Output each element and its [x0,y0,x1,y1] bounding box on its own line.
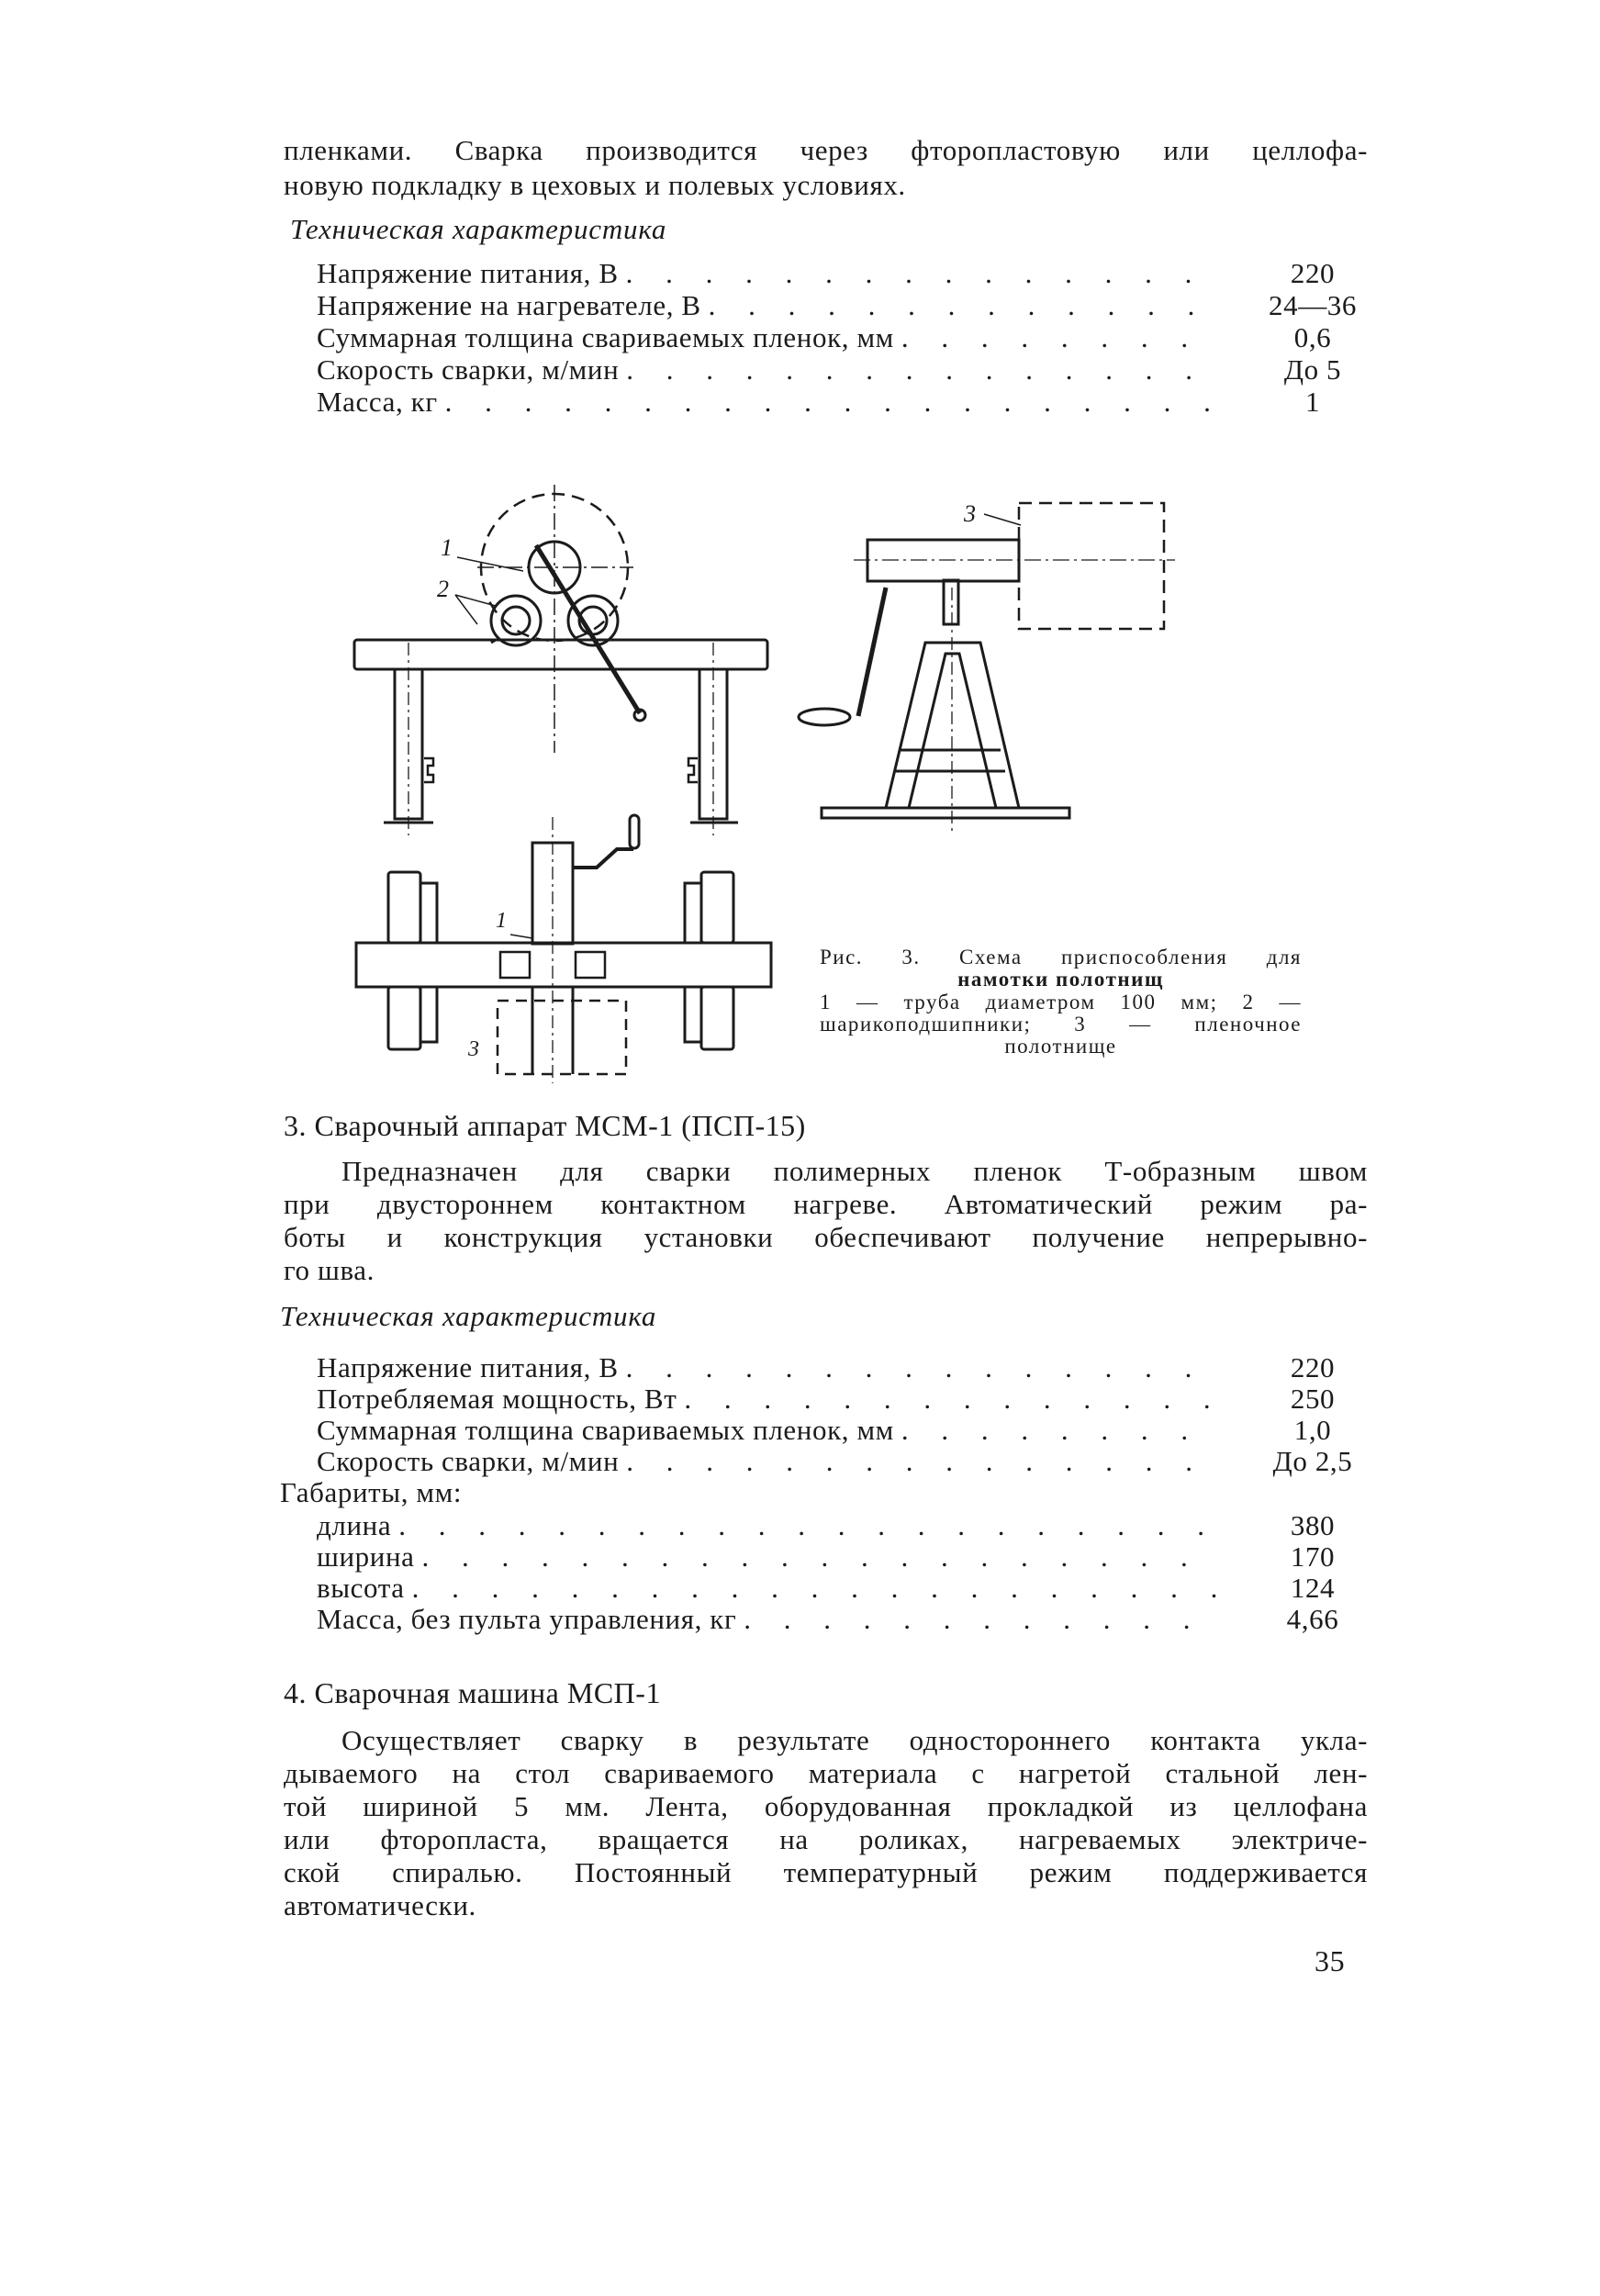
paragraph-line: или фторопласта, вращается на роликах, нагреваемых электриче- [284,1823,1368,1855]
spec-label: Масса, кг [317,386,438,418]
spec-row [317,1383,1368,1416]
label-3: 3 [964,500,976,527]
spec-value: 170 [1290,1540,1336,1573]
spec-label: Скорость сварки, м/мин [317,1445,620,1477]
spec-value: 220 [1290,1351,1336,1383]
bearing-left [491,596,541,645]
caption-legend: 1 — труба диаметром 100 мм; 2 — [820,991,1302,1014]
paragraph-line: при двустороннем контактном нагреве. Автоматический режим ра- [284,1188,1368,1220]
spec-heading: Техническая характеристика [280,1300,657,1332]
caption-title: намотки полотнищ [957,968,1164,991]
spec-value: До 2,5 [1272,1445,1353,1477]
spec-row [317,1414,1368,1447]
dot-leader [422,1540,1222,1574]
paragraph-line: ской спиралью. Постоянный температурный режим поддерживается [284,1856,1368,1888]
crank-handle-top [573,849,633,868]
film-roll-dashed [1019,503,1164,629]
paragraph-line: той шириной 5 мм. Лента, оборудованная прокладкой из целлофана [284,1790,1368,1822]
dot-leader [626,1351,1221,1384]
paragraph-line: автоматически. [284,1889,476,1921]
spec-value: 220 [1290,257,1336,289]
spec-value: 24—36 [1269,289,1357,321]
spec-value: 0,6 [1293,321,1332,353]
label-1: 1 [441,534,453,561]
crank-handle [799,709,850,725]
front-view-drawing [354,485,767,835]
table-top [354,640,767,669]
spec-value: До 5 [1283,353,1342,386]
spec-value: 250 [1290,1383,1336,1415]
dot-leader [626,1445,1221,1478]
spec-label: Суммарная толщина свариваемых пленок, мм [317,321,894,353]
crank-lever [536,545,640,713]
caption-legend: шарикоподшипники; 3 — пленочное [820,1013,1302,1036]
spec-label: длина [317,1509,392,1541]
caption-title: Рис. 3. Схема приспособления для [820,946,1302,969]
figure-winding-device [0,0,1600,1102]
film-dashed [498,1001,626,1074]
top-view-drawing [356,815,771,1083]
section-heading: 3. Сварочный аппарат МСМ-1 (ПСП-15) [284,1109,806,1142]
label-1-top: 1 [496,909,507,933]
spec-value: 1,0 [1293,1414,1332,1446]
label-3-top: 3 [468,1037,479,1061]
paragraph-line: дываемого на стол свариваемого материала с нагретой стальной лен- [284,1757,1368,1789]
spec-value: 4,66 [1286,1603,1339,1635]
paragraph-line: Предназначен для сварки полимерных пленок Т-образным швом [341,1155,1368,1187]
paragraph-line: го шва. [284,1254,375,1286]
spec-label: Потребляемая мощность, Вт [317,1383,677,1415]
spec-label: Масса, без пульта управления, кг [317,1603,737,1635]
section-heading: 4. Сварочная машина МСП-1 [284,1676,661,1709]
spec-label: Скорость сварки, м/мин [317,353,620,386]
wheel-right-top [701,872,733,943]
dimensions-label: Габариты, мм: [280,1476,463,1508]
spec-label: Напряжение питания, В [317,257,619,289]
axle-bar [356,943,771,987]
page-number: 35 [1315,1944,1346,1977]
label-2: 2 [437,576,449,602]
spec-label: Напряжение питания, В [317,1351,619,1383]
spec-row [317,1509,1368,1542]
paragraph-line: Осуществляет сварку в результате одностороннего контакта укла- [341,1724,1368,1756]
spec-value: 124 [1290,1572,1336,1604]
wheel-right-bottom [701,987,733,1049]
caption-legend: полотнище [1004,1035,1117,1058]
wheel-left-top [388,872,420,943]
spec-row [317,1540,1368,1574]
spec-row [317,1572,1368,1605]
dot-leader [744,1603,1221,1636]
dot-leader [901,1414,1221,1447]
spec-row [317,1351,1368,1384]
base-plate [822,808,1069,818]
spec-value: 380 [1290,1509,1336,1541]
paragraph-line: новую подкладку в цеховых и полевых условиях. [284,169,906,201]
paragraph-line: пленками. Сварка производится через фторопластовую или целлофа- [284,134,1368,166]
crank-rod [858,588,886,716]
dot-leader [398,1509,1221,1542]
spec-row [317,1603,1368,1636]
dot-leader [412,1572,1221,1605]
spec-row [317,1445,1368,1478]
spec-label: ширина [317,1540,415,1573]
side-view-drawing [799,500,1175,831]
spec-value: 1 [1304,386,1321,418]
wheel-left-bottom [388,987,420,1049]
spec-label: Напряжение на нагревателе, В [317,289,701,321]
dot-leader [684,1383,1221,1416]
spec-heading: Техническая характеристика [290,213,667,245]
spec-label: высота [317,1572,405,1604]
paragraph-line: боты и конструкция установки обеспечивают получение непрерывно- [284,1221,1368,1253]
spec-label: Суммарная толщина свариваемых пленок, мм [317,1414,894,1446]
